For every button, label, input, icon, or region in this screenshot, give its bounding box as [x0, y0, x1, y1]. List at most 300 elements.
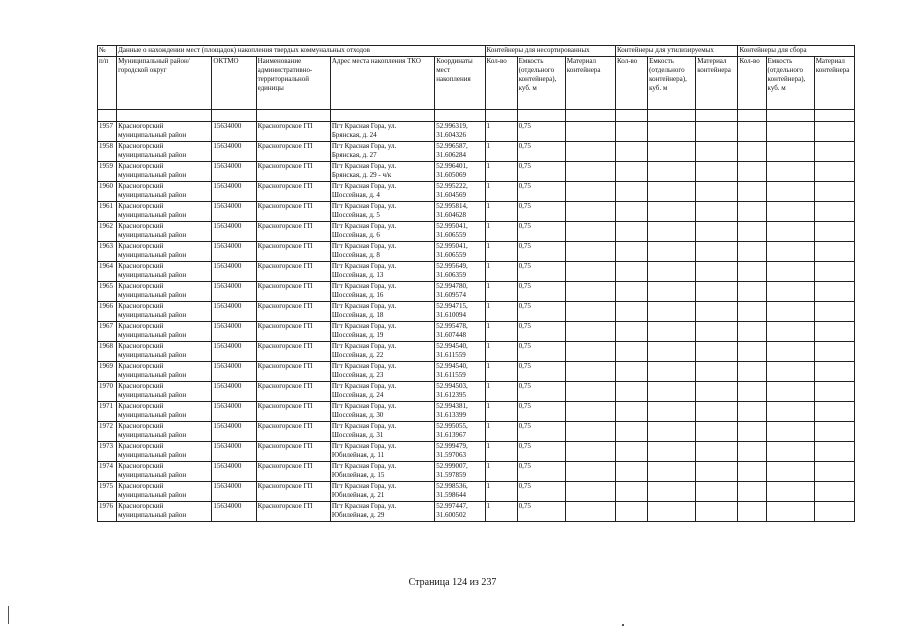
material-cell: [565, 122, 615, 142]
address-cell: [330, 462, 434, 482]
spacer-cell: [330, 110, 434, 122]
row-number-text: 1970: [99, 382, 113, 390]
qty-cell: [485, 322, 517, 342]
district-cell-line-2: муниципальный район: [118, 291, 187, 299]
district-cell-line-1: Красногорский: [118, 122, 164, 130]
district-cell-line-2: муниципальный район: [118, 451, 187, 459]
capacity-cell-text: 0,75: [518, 182, 531, 190]
capacity-cell: [517, 442, 565, 462]
oktmo-cell: [212, 382, 256, 402]
row-number-text: 1967: [99, 322, 113, 330]
qty-cell: [485, 482, 517, 502]
row-number: [98, 282, 117, 302]
table-row: [98, 422, 855, 442]
address-cell: [330, 342, 434, 362]
admin-unit-cell-text: Красногорское ГП: [257, 122, 313, 130]
district-cell: [117, 302, 212, 322]
address-cell-line-1: Пгт Красная Гора, ул.: [331, 422, 397, 430]
qty-cell-text: 1: [486, 322, 490, 330]
material-cell: [565, 282, 615, 302]
coordinates-cell-line-1: 52.995041,: [436, 222, 468, 230]
material-cell: [565, 342, 615, 362]
capacity-cell: [766, 342, 814, 362]
capacity-cell: [648, 182, 696, 202]
material-cell: [814, 342, 854, 362]
coordinates-cell: [435, 482, 485, 502]
row-number-text: 1976: [99, 502, 113, 510]
qty-cell-text: 1: [486, 502, 490, 510]
district-cell-line-1: Красногорский: [118, 422, 164, 430]
header-group-collect: Контейнеры для сбора: [738, 46, 855, 57]
spacer-cell: [615, 110, 647, 122]
admin-unit-cell-text: Красногорское ГП: [257, 202, 313, 210]
admin-unit-cell: [256, 322, 330, 342]
capacity-cell: [648, 342, 696, 362]
coordinates-cell-line-2: 31.613967: [436, 431, 466, 439]
district-cell: [117, 362, 212, 382]
admin-unit-cell: [256, 362, 330, 382]
qty-cell: [485, 162, 517, 182]
district-cell-line-1: Красногорский: [118, 242, 164, 250]
district-cell: [117, 162, 212, 182]
coordinates-cell-line-1: 52.995814,: [436, 202, 468, 210]
oktmo-cell-text: 15634000: [213, 122, 242, 130]
header-pp: п/п: [98, 57, 117, 110]
coordinates-cell-line-1: 52.995478,: [436, 322, 468, 330]
row-number-text: 1960: [99, 182, 113, 190]
table-row: [98, 222, 855, 242]
capacity-cell: [766, 142, 814, 162]
district-cell: [117, 202, 212, 222]
capacity-cell-text: 0,75: [518, 322, 531, 330]
row-number-text: 1958: [99, 142, 113, 150]
material-cell: [814, 222, 854, 242]
capacity-cell-text: 0,75: [518, 222, 531, 230]
coordinates-cell-line-2: 31.606559: [436, 231, 466, 239]
district-cell-line-1: Красногорский: [118, 302, 164, 310]
table-row: [98, 142, 855, 162]
qty-cell-text: 1: [486, 362, 490, 370]
coordinates-cell-line-1: 52.995055,: [436, 422, 468, 430]
table-row: [98, 462, 855, 482]
coordinates-cell-line-2: 31.613399: [436, 411, 466, 419]
row-number: [98, 262, 117, 282]
material-cell: [814, 402, 854, 422]
admin-unit-cell: [256, 462, 330, 482]
qty-cell: [615, 382, 647, 402]
capacity-cell: [648, 322, 696, 342]
district-cell-line-2: муниципальный район: [118, 311, 187, 319]
spacer-cell: [696, 110, 738, 122]
qty-cell: [738, 482, 766, 502]
material-cell: [565, 442, 615, 462]
district-cell-line-1: Красногорский: [118, 222, 164, 230]
material-cell: [814, 262, 854, 282]
address-cell-line-2: Шоссейная, д. 4: [331, 191, 380, 199]
qty-cell: [615, 462, 647, 482]
district-cell-line-2: муниципальный район: [118, 231, 187, 239]
oktmo-cell-text: 15634000: [213, 422, 242, 430]
header-district: Муниципальный район/городской округ: [117, 57, 212, 110]
qty-cell-text: 1: [486, 142, 490, 150]
district-cell-line-1: Красногорский: [118, 482, 164, 490]
admin-unit-cell-text: Красногорское ГП: [257, 182, 313, 190]
oktmo-cell: [212, 462, 256, 482]
row-number: [98, 422, 117, 442]
material-cell: [814, 362, 854, 382]
row-number: [98, 242, 117, 262]
header-group-data: Данные о нахождении мест (площадок) накопления твердых коммунальных отходов: [117, 46, 485, 57]
row-number: [98, 362, 117, 382]
address-cell-line-2: Брянская, д. 27: [331, 151, 377, 159]
address-cell-line-1: Пгт Красная Гора, ул.: [331, 202, 397, 210]
coordinates-cell-line-2: 31.606359: [436, 271, 466, 279]
admin-unit-cell: [256, 262, 330, 282]
coordinates-cell: [435, 182, 485, 202]
district-cell-line-1: Красногорский: [118, 362, 164, 370]
table-row: [98, 282, 855, 302]
qty-cell: [615, 282, 647, 302]
capacity-cell: [517, 322, 565, 342]
capacity-cell: [766, 262, 814, 282]
coordinates-cell-line-1: 52.994540,: [436, 362, 468, 370]
admin-unit-cell: [256, 242, 330, 262]
address-cell-line-1: Пгт Красная Гора, ул.: [331, 462, 397, 470]
qty-cell: [615, 422, 647, 442]
admin-unit-cell-text: Красногорское ГП: [257, 302, 313, 310]
qty-cell: [738, 242, 766, 262]
material-cell: [696, 482, 738, 502]
address-cell: [330, 502, 434, 522]
header-group-recycle: Контейнеры для утилизируемых: [615, 46, 737, 57]
address-cell: [330, 162, 434, 182]
qty-cell: [485, 122, 517, 142]
district-cell-line-1: Красногорский: [118, 402, 164, 410]
qty-cell: [485, 502, 517, 522]
admin-unit-cell: [256, 162, 330, 182]
row-number: [98, 182, 117, 202]
capacity-cell: [766, 162, 814, 182]
oktmo-cell: [212, 282, 256, 302]
district-cell: [117, 342, 212, 362]
district-cell-line-1: Красногорский: [118, 182, 164, 190]
capacity-cell: [648, 442, 696, 462]
qty-cell: [738, 442, 766, 462]
table-row: [98, 122, 855, 142]
admin-unit-cell: [256, 502, 330, 522]
material-cell: [565, 302, 615, 322]
table-row: [98, 162, 855, 182]
qty-cell: [738, 422, 766, 442]
district-cell-line-1: Красногорский: [118, 142, 164, 150]
oktmo-cell-text: 15634000: [213, 462, 242, 470]
material-cell: [814, 382, 854, 402]
capacity-cell: [517, 302, 565, 322]
table-row: [98, 382, 855, 402]
capacity-cell: [517, 342, 565, 362]
district-cell-line-2: муниципальный район: [118, 271, 187, 279]
spacer-cell: [517, 110, 565, 122]
header-material: Материал контейнера: [696, 57, 738, 110]
coordinates-cell-line-2: 31.604326: [436, 131, 466, 139]
table-row: [98, 302, 855, 322]
spacer-cell: [117, 110, 212, 122]
qty-cell-text: 1: [486, 202, 490, 210]
district-cell-line-1: Красногорский: [118, 382, 164, 390]
material-cell: [814, 462, 854, 482]
qty-cell: [615, 302, 647, 322]
address-cell-line-2: Шоссейная, д. 24: [331, 391, 384, 399]
material-cell: [696, 402, 738, 422]
coordinates-cell-line-2: 31.611559: [436, 351, 466, 359]
capacity-cell: [517, 502, 565, 522]
capacity-cell: [517, 242, 565, 262]
admin-unit-cell-text: Красногорское ГП: [257, 262, 313, 270]
qty-cell: [615, 182, 647, 202]
qty-cell: [738, 382, 766, 402]
coordinates-cell-line-1: 52.994540,: [436, 342, 468, 350]
admin-unit-cell: [256, 202, 330, 222]
capacity-cell: [766, 442, 814, 462]
coordinates-cell-line-1: 52.998536,: [436, 482, 468, 490]
capacity-cell: [766, 122, 814, 142]
address-cell-line-2: Шоссейная, д. 8: [331, 251, 380, 259]
material-cell: [696, 162, 738, 182]
material-cell: [565, 362, 615, 382]
oktmo-cell-text: 15634000: [213, 182, 242, 190]
capacity-cell-text: 0,75: [518, 242, 531, 250]
material-cell: [565, 162, 615, 182]
header-coordinates: Координаты мест накопления: [435, 57, 485, 110]
spacer-cell: [98, 110, 117, 122]
spacer-cell: [738, 110, 766, 122]
qty-cell: [615, 362, 647, 382]
spacer-cell: [485, 110, 517, 122]
admin-unit-cell-text: Красногорское ГП: [257, 442, 313, 450]
row-number-text: 1974: [99, 462, 113, 470]
material-cell: [696, 262, 738, 282]
coordinates-cell: [435, 382, 485, 402]
capacity-cell: [766, 322, 814, 342]
coordinates-cell-line-2: 31.606284: [436, 151, 466, 159]
header-admin-unit: Наименование административно-территориальной единицы: [256, 57, 330, 110]
address-cell-line-1: Пгт Красная Гора, ул.: [331, 222, 397, 230]
address-cell-line-2: Юбилейная, д. 11: [331, 451, 385, 459]
qty-cell: [485, 182, 517, 202]
qty-cell-text: 1: [486, 182, 490, 190]
capacity-cell-text: 0,75: [518, 362, 531, 370]
address-cell: [330, 422, 434, 442]
address-cell: [330, 382, 434, 402]
address-cell-line-2: Шоссейная, д. 16: [331, 291, 384, 299]
district-cell-line-2: муниципальный район: [118, 151, 187, 159]
row-number: [98, 162, 117, 182]
spacer-cell: [565, 110, 615, 122]
admin-unit-cell-text: Красногорское ГП: [257, 462, 313, 470]
address-cell-line-2: Шоссейная, д. 30: [331, 411, 384, 419]
admin-unit-cell: [256, 442, 330, 462]
material-cell: [696, 322, 738, 342]
admin-unit-cell-text: Красногорское ГП: [257, 422, 313, 430]
qty-cell: [615, 502, 647, 522]
district-cell: [117, 282, 212, 302]
coordinates-cell-line-2: 31.611559: [436, 371, 466, 379]
address-cell-line-2: Шоссейная, д. 18: [331, 311, 384, 319]
capacity-cell: [517, 482, 565, 502]
capacity-cell: [766, 502, 814, 522]
spacer-cell: [256, 110, 330, 122]
material-cell: [814, 482, 854, 502]
qty-cell: [738, 302, 766, 322]
capacity-cell-text: 0,75: [518, 422, 531, 430]
address-cell-line-1: Пгт Красная Гора, ул.: [331, 342, 397, 350]
capacity-cell-text: 0,75: [518, 282, 531, 290]
row-number-text: 1959: [99, 162, 113, 170]
qty-cell: [738, 162, 766, 182]
admin-unit-cell: [256, 182, 330, 202]
oktmo-cell: [212, 422, 256, 442]
table-row: [98, 322, 855, 342]
material-cell: [565, 422, 615, 442]
material-cell: [565, 502, 615, 522]
district-cell: [117, 222, 212, 242]
header-capacity: Емкость (отдельного контейнера), куб. м: [766, 57, 814, 110]
coordinates-cell: [435, 502, 485, 522]
header-qty: Кол-во: [485, 57, 517, 110]
oktmo-cell-text: 15634000: [213, 282, 242, 290]
capacity-cell-text: 0,75: [518, 482, 531, 490]
oktmo-cell: [212, 502, 256, 522]
district-cell: [117, 122, 212, 142]
qty-cell: [738, 202, 766, 222]
oktmo-cell-text: 15634000: [213, 382, 242, 390]
qty-cell: [738, 342, 766, 362]
qty-cell: [485, 242, 517, 262]
material-cell: [696, 222, 738, 242]
coordinates-cell-line-2: 31.607448: [436, 331, 466, 339]
capacity-cell: [648, 502, 696, 522]
row-number: [98, 402, 117, 422]
material-cell: [814, 502, 854, 522]
material-cell: [696, 462, 738, 482]
district-cell: [117, 382, 212, 402]
row-number-text: 1973: [99, 442, 113, 450]
header-material: Материал контейнера: [814, 57, 854, 110]
coordinates-cell-line-2: 31.609574: [436, 291, 466, 299]
row-number-text: 1957: [99, 122, 113, 130]
table-row: [98, 502, 855, 522]
material-cell: [814, 422, 854, 442]
capacity-cell: [766, 282, 814, 302]
admin-unit-cell: [256, 222, 330, 242]
coordinates-cell: [435, 322, 485, 342]
address-cell-line-1: Пгт Красная Гора, ул.: [331, 382, 397, 390]
district-cell-line-2: муниципальный район: [118, 171, 187, 179]
qty-cell: [738, 282, 766, 302]
district-cell: [117, 422, 212, 442]
qty-cell: [615, 122, 647, 142]
district-cell: [117, 402, 212, 422]
capacity-cell: [766, 482, 814, 502]
qty-cell: [615, 242, 647, 262]
oktmo-cell: [212, 362, 256, 382]
capacity-cell: [766, 202, 814, 222]
district-cell-line-1: Красногорский: [118, 442, 164, 450]
admin-unit-cell: [256, 282, 330, 302]
qty-cell-text: 1: [486, 242, 490, 250]
material-cell: [696, 442, 738, 462]
capacity-cell-text: 0,75: [518, 162, 531, 170]
admin-unit-cell-text: Красногорское ГП: [257, 282, 313, 290]
header-material: Материал контейнера: [565, 57, 615, 110]
material-cell: [696, 502, 738, 522]
table-row: [98, 362, 855, 382]
capacity-cell: [648, 162, 696, 182]
material-cell: [565, 182, 615, 202]
coordinates-cell-line-2: 31.600502: [436, 511, 466, 519]
district-cell: [117, 462, 212, 482]
district-cell-line-2: муниципальный район: [118, 371, 187, 379]
qty-cell-text: 1: [486, 282, 490, 290]
material-cell: [696, 182, 738, 202]
capacity-cell: [648, 422, 696, 442]
district-cell: [117, 142, 212, 162]
capacity-cell: [517, 122, 565, 142]
oktmo-cell-text: 15634000: [213, 362, 242, 370]
qty-cell: [615, 262, 647, 282]
capacity-cell: [766, 402, 814, 422]
capacity-cell: [648, 142, 696, 162]
material-cell: [696, 302, 738, 322]
qty-cell: [615, 442, 647, 462]
table-row: [98, 482, 855, 502]
address-cell-line-1: Пгт Красная Гора, ул.: [331, 262, 397, 270]
material-cell: [814, 442, 854, 462]
oktmo-cell: [212, 162, 256, 182]
row-number: [98, 142, 117, 162]
qty-cell-text: 1: [486, 222, 490, 230]
capacity-cell: [766, 462, 814, 482]
coordinates-cell: [435, 242, 485, 262]
qty-cell: [738, 322, 766, 342]
row-number: [98, 382, 117, 402]
row-number: [98, 222, 117, 242]
header-qty: Кол-во: [738, 57, 766, 110]
material-cell: [565, 402, 615, 422]
district-cell-line-1: Красногорский: [118, 502, 164, 510]
capacity-cell: [648, 302, 696, 322]
qty-cell: [615, 162, 647, 182]
capacity-cell-text: 0,75: [518, 262, 531, 270]
district-cell-line-2: муниципальный район: [118, 471, 187, 479]
coordinates-cell: [435, 302, 485, 322]
coordinates-cell-line-1: 52.996587,: [436, 142, 468, 150]
scan-mark: [622, 624, 624, 626]
address-cell-line-1: Пгт Красная Гора, ул.: [331, 482, 397, 490]
qty-cell-text: 1: [486, 422, 490, 430]
material-cell: [814, 282, 854, 302]
district-cell-line-2: муниципальный район: [118, 131, 187, 139]
capacity-cell: [766, 302, 814, 322]
district-cell: [117, 482, 212, 502]
qty-cell: [738, 142, 766, 162]
row-number-text: 1965: [99, 282, 113, 290]
district-cell-line-2: муниципальный район: [118, 331, 187, 339]
oktmo-cell: [212, 442, 256, 462]
admin-unit-cell: [256, 302, 330, 322]
admin-unit-cell: [256, 382, 330, 402]
qty-cell: [485, 282, 517, 302]
